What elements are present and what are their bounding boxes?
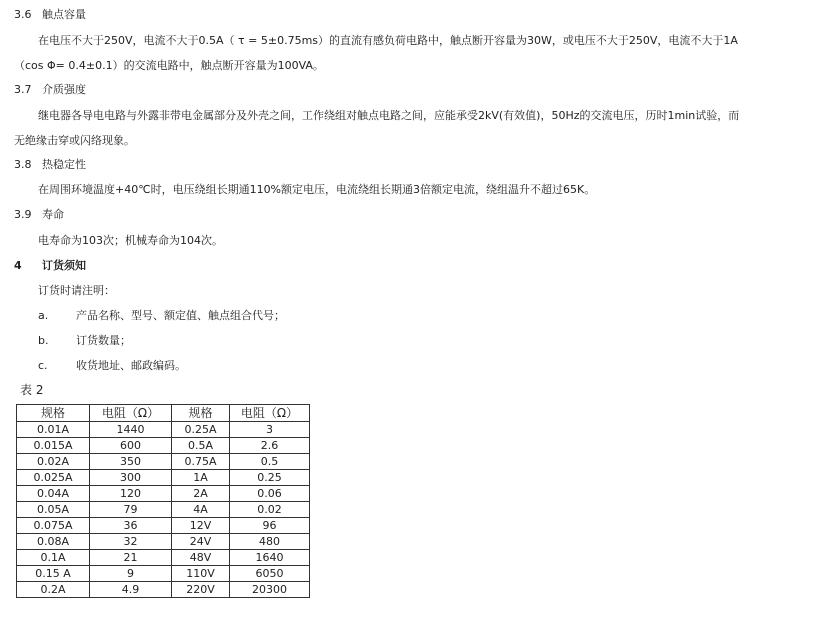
table-cell: 0.05A (17, 502, 90, 518)
table-cell: 21 (90, 550, 172, 566)
table-cell: 79 (90, 502, 172, 518)
resistance-table (16, 404, 310, 598)
table-cell: 48V (172, 550, 230, 566)
table-cell: 110V (172, 566, 230, 582)
table-cell: 2A (172, 486, 230, 502)
section-3-9-paragraph: 电寿命为103次；机械寿命为104次。 (38, 234, 223, 247)
table-cell: 0.25 (230, 470, 310, 486)
table-cell: 0.02 (230, 502, 310, 518)
section-title: 触点容量 (42, 8, 86, 21)
table-cell: 6050 (230, 566, 310, 582)
table-cell: 300 (90, 470, 172, 486)
item-text: 产品名称、型号、额定值、触点组合代号； (76, 309, 285, 322)
table-cell: 0.1A (17, 550, 90, 566)
section-title: 热稳定性 (42, 158, 86, 171)
table-cell: 12V (172, 518, 230, 534)
table-row (17, 502, 310, 518)
table-cell: 2.6 (230, 438, 310, 454)
table-cell: 1A (172, 470, 230, 486)
table-cell: 4.9 (90, 582, 172, 598)
order-item-c (38, 358, 186, 374)
section-number: 3.6 (14, 8, 32, 21)
header-resistance-2: 电阻（Ω） (230, 405, 310, 422)
section-4-intro: 订货时请注明： (38, 284, 115, 297)
table-row (17, 470, 310, 486)
table-caption: 表 2 (20, 383, 44, 397)
table-cell: 350 (90, 454, 172, 470)
section-3-6-paragraph-line-1: 在电压不大于250V，电流不大于0.5A（ τ = 5±0.75ms）的直流有感负荷电路中，触点断开容量为30W，或电压不大于250V，电流不大于1A (38, 34, 738, 47)
table-cell: 0.15 A (17, 566, 90, 582)
section-title: 寿命 (42, 208, 64, 221)
table-cell: 600 (90, 438, 172, 454)
section-4-heading (14, 258, 86, 274)
header-resistance-1: 电阻（Ω） (90, 405, 172, 422)
header-spec-1: 规格 (17, 405, 90, 422)
table-cell: 0.025A (17, 470, 90, 486)
table-row (17, 422, 310, 438)
table-cell: 0.25A (172, 422, 230, 438)
section-3-8-heading (14, 157, 86, 173)
table-header-row (17, 405, 310, 422)
header-spec-2: 规格 (172, 405, 230, 422)
table-cell: 9 (90, 566, 172, 582)
section-3-6-heading (14, 7, 86, 23)
table-row (17, 534, 310, 550)
section-number: 3.9 (14, 208, 32, 221)
item-letter: c. (38, 359, 48, 372)
table-cell: 120 (90, 486, 172, 502)
section-3-7-paragraph-line-1: 继电器各导电电路与外露非带电金属部分及外壳之间，工作绕组对触点电路之间，应能承受2kV(有效值)，50Hz的交流电压，历时1min试验，而 (38, 109, 740, 122)
section-3-9-heading (14, 207, 64, 223)
table-cell: 0.015A (17, 438, 90, 454)
table-row (17, 486, 310, 502)
table-row (17, 454, 310, 470)
table-cell: 1640 (230, 550, 310, 566)
table-cell: 0.75A (172, 454, 230, 470)
table-cell: 24V (172, 534, 230, 550)
table-row (17, 438, 310, 454)
item-text: 收货地址、邮政编码。 (76, 359, 186, 372)
table-cell: 0.06 (230, 486, 310, 502)
table-cell: 1440 (90, 422, 172, 438)
table-cell: 0.5 (230, 454, 310, 470)
table-cell: 0.02A (17, 454, 90, 470)
table-cell: 32 (90, 534, 172, 550)
item-letter: b. (38, 334, 49, 347)
order-item-b (38, 333, 131, 349)
section-number: 3.7 (14, 83, 32, 96)
section-title: 介质强度 (42, 83, 86, 96)
table-cell: 0.5A (172, 438, 230, 454)
section-3-8-paragraph: 在周围环境温度+40℃时，电压绕组长期通110%额定电压，电流绕组长期通3倍额定电流，绕组温升不超过65K。 (38, 183, 596, 196)
item-text: 订货数量； (76, 334, 131, 347)
table-cell: 0.075A (17, 518, 90, 534)
table-cell: 0.04A (17, 486, 90, 502)
table-row (17, 518, 310, 534)
table-row (17, 550, 310, 566)
table-cell: 20300 (230, 582, 310, 598)
section-3-7-heading (14, 82, 86, 98)
table-cell: 0.08A (17, 534, 90, 550)
table-row (17, 582, 310, 598)
table-cell: 3 (230, 422, 310, 438)
table-cell: 0.01A (17, 422, 90, 438)
order-item-a (38, 308, 285, 324)
section-number: 4 (14, 259, 22, 272)
table-cell: 0.2A (17, 582, 90, 598)
section-title: 订货须知 (42, 259, 86, 272)
table-cell: 220V (172, 582, 230, 598)
section-3-7-paragraph-line-2: 无绝缘击穿或闪络现象。 (14, 134, 135, 147)
section-3-6-paragraph-line-2: （cos Φ= 0.4±0.1）的交流电路中，触点断开容量为100VA。 (14, 59, 324, 72)
table-cell: 4A (172, 502, 230, 518)
table-cell: 96 (230, 518, 310, 534)
table-row (17, 566, 310, 582)
section-number: 3.8 (14, 158, 32, 171)
table-cell: 36 (90, 518, 172, 534)
table-cell: 480 (230, 534, 310, 550)
item-letter: a. (38, 309, 49, 322)
